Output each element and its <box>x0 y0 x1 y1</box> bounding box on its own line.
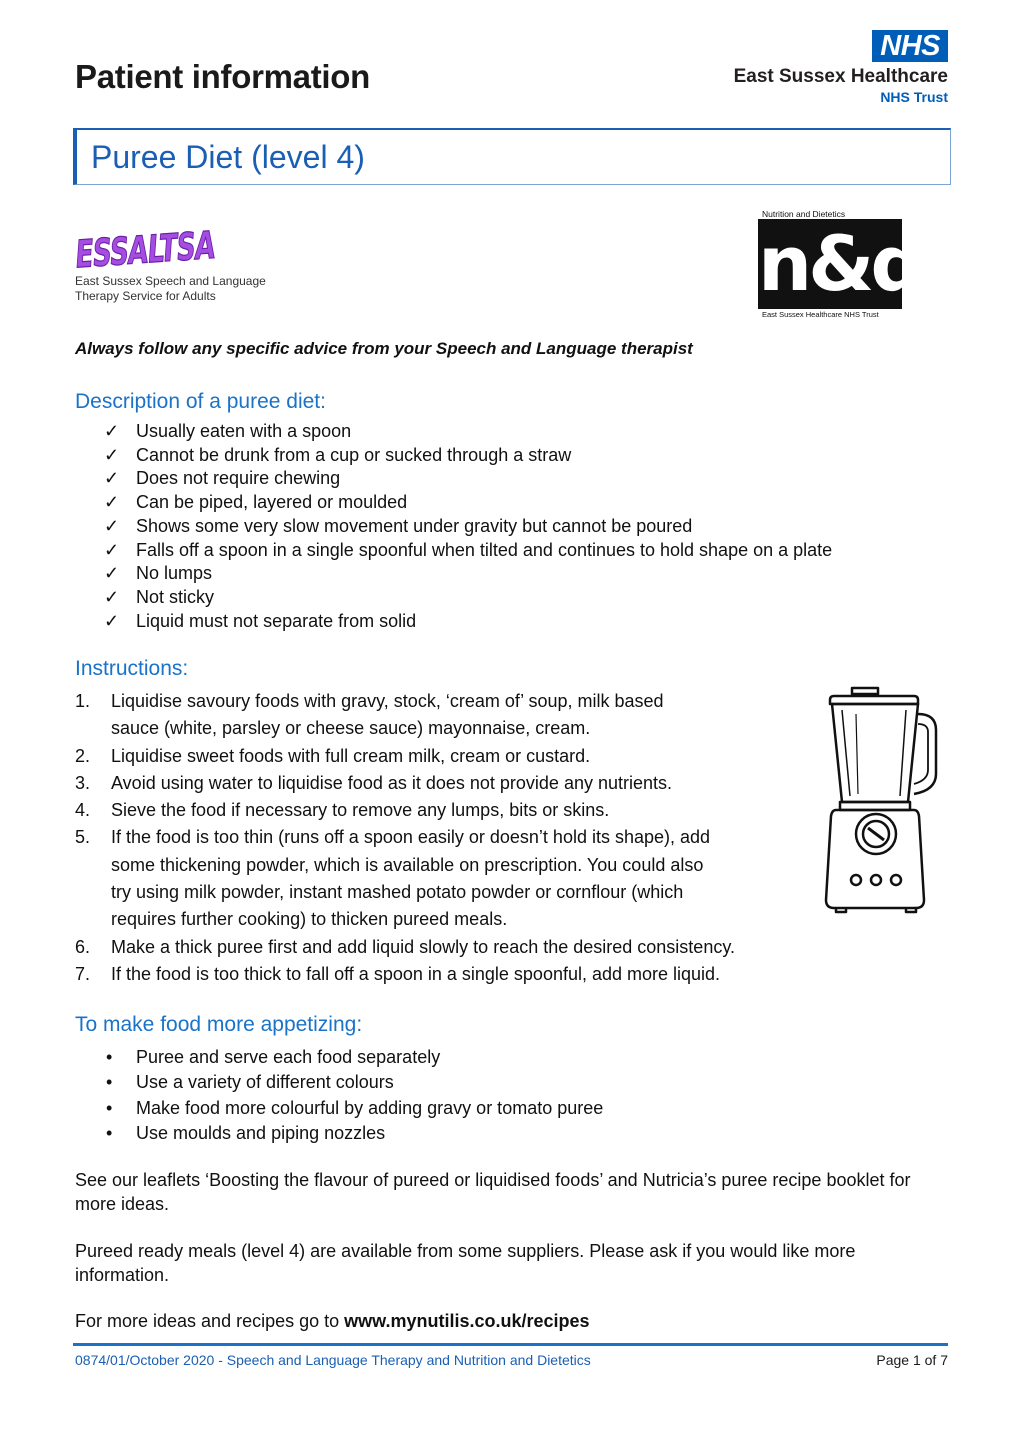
appetizing-list <box>104 1045 603 1146</box>
appetizing-list-item <box>104 1121 603 1146</box>
bullet-icon: • <box>106 1072 113 1093</box>
org-name: East Sussex Healthcare <box>733 66 948 87</box>
title-bar <box>73 128 951 185</box>
appetizing-item-text: Make food more colourful by adding gravy or tomato puree <box>136 1097 604 1118</box>
essaltsa-subtitle <box>75 274 266 304</box>
instruction-item <box>75 961 735 988</box>
essaltsa-subtitle-line: Therapy Service for Adults <box>75 289 216 303</box>
appetizing-item-text: Use a variety of different colours <box>136 1072 394 1093</box>
description-item-text: Can be piped, layered or moulded <box>136 492 408 513</box>
description-item-text: Falls off a spoon in a single spoonful when tilted and continues to hold shape on a plate <box>136 539 833 560</box>
description-list-item <box>104 586 832 610</box>
instruction-line: try using milk powder, instant mashed potato powder or cornflour (which <box>111 882 684 903</box>
instructions-heading: Instructions: <box>75 657 189 680</box>
essaltsa-subtitle-line: East Sussex Speech and Language <box>75 274 266 288</box>
instruction-line: If the food is too thin (runs off a spoon easily or doesn’t hold its shape), add <box>111 827 711 848</box>
instruction-line: some thickening powder, which is available on prescription. You could also <box>111 854 704 875</box>
bullet-icon: • <box>106 1097 113 1118</box>
instruction-line: Avoid using water to liquidise food as it does not provide any nutrients. <box>111 772 673 793</box>
advice-text: Always follow any specific advice from your Speech and Language therapist <box>75 339 693 358</box>
description-list-item <box>104 420 832 444</box>
more-ideas-prefix: For more ideas and recipes go to <box>75 1311 345 1331</box>
instruction-line: Make a thick puree first and add liquid slowly to reach the desired consistency. <box>111 936 735 957</box>
instruction-line: Sieve the food if necessary to remove any lumps, bits or skins. <box>111 800 610 821</box>
essaltsa-text: ESSALTSA <box>73 219 280 278</box>
instruction-line: requires further cooking) to thicken pureed meals. <box>111 909 508 930</box>
description-list <box>104 420 832 633</box>
instruction-number: 1. <box>75 691 91 711</box>
checkmark-icon: ✓ <box>104 563 120 584</box>
description-list-item <box>104 491 832 515</box>
essaltsa-wordmark <box>72 205 280 278</box>
blender-icon <box>822 684 940 916</box>
description-list-item <box>104 444 832 468</box>
checkmark-icon: ✓ <box>104 421 120 441</box>
nutrition-dietetics-logo <box>758 205 921 321</box>
nhs-logo: NHS <box>872 30 948 62</box>
footer-divider <box>73 1343 948 1346</box>
essaltsa-logo <box>72 205 280 278</box>
instruction-line: If the food is too thick to fall off a spoon in a single spoonful, add more liquid. <box>111 963 721 984</box>
ready-meals-paragraph: Pureed ready meals (level 4) are available from some suppliers. Please ask if you would like more information. <box>75 1241 856 1285</box>
instruction-number: 3. <box>75 772 91 793</box>
description-list-item <box>104 515 832 539</box>
instruction-number: 5. <box>75 827 91 848</box>
page-header-title: Patient information <box>75 58 370 95</box>
bullet-icon: • <box>106 1122 113 1143</box>
leaflets-paragraph: See our leaflets ‘Boosting the flavour of pureed or liquidised foods’ and Nutricia’s puree recipe booklet for more ideas. <box>75 1170 911 1214</box>
instruction-line: Liquidise sweet foods with full cream milk, cream or custard. <box>111 745 591 766</box>
appetizing-item-text: Puree and serve each food separately <box>136 1047 441 1067</box>
instructions-list <box>75 688 735 988</box>
instruction-item <box>75 797 735 824</box>
nd-logo-top-text: Nutrition and Dietetics <box>762 209 846 219</box>
appetizing-heading: To make food more appetizing: <box>75 1013 363 1036</box>
checkmark-icon: ✓ <box>104 539 120 560</box>
instruction-item <box>75 824 735 933</box>
instruction-line: Liquidise savoury foods with gravy, stock, ‘cream of’ soup, milk based <box>111 691 664 711</box>
description-item-text: Shows some very slow movement under gravity but cannot be poured <box>136 515 693 536</box>
description-list-item <box>104 610 832 634</box>
description-item-text: Cannot be drunk from a cup or sucked through a straw <box>136 444 572 465</box>
instruction-number: 4. <box>75 800 91 821</box>
description-item-text: No lumps <box>136 563 213 584</box>
recipes-link[interactable]: www.mynutilis.co.uk/recipes <box>344 1311 590 1331</box>
checkmark-icon: ✓ <box>104 444 120 465</box>
blender-illustration <box>822 684 940 921</box>
instruction-item <box>75 688 735 743</box>
appetizing-list-item <box>104 1045 603 1070</box>
instruction-number: 7. <box>75 963 91 984</box>
checkmark-icon: ✓ <box>104 468 120 489</box>
nd-logo-mark: n&d <box>758 219 921 308</box>
checkmark-icon: ✓ <box>104 610 120 631</box>
instruction-item <box>75 770 735 797</box>
description-list-item <box>104 467 832 491</box>
description-item-text: Liquid must not separate from solid <box>136 610 417 631</box>
more-ideas-paragraph <box>75 1309 945 1333</box>
description-item-text: Does not require chewing <box>136 468 341 489</box>
instruction-line: sauce (white, parsley or cheese sauce) mayonnaise, cream. <box>111 718 591 739</box>
appetizing-list-item <box>104 1096 603 1121</box>
nd-logo-bottom-text: East Sussex Healthcare NHS Trust <box>762 310 879 319</box>
appetizing-item-text: Use moulds and piping nozzles <box>136 1122 386 1143</box>
description-list-item <box>104 539 832 563</box>
instruction-number: 2. <box>75 745 91 766</box>
bullet-icon: • <box>106 1047 113 1067</box>
instruction-item <box>75 743 735 770</box>
footer-reference: 0874/01/October 2020 - Speech and Language Therapy and Nutrition and Dietetics <box>75 1352 591 1368</box>
org-trust: NHS Trust <box>880 89 948 105</box>
instruction-item <box>75 934 735 961</box>
appetizing-list-item <box>104 1070 603 1095</box>
description-item-text: Not sticky <box>136 586 215 607</box>
checkmark-icon: ✓ <box>104 586 120 607</box>
instruction-number: 6. <box>75 936 91 957</box>
page-title: Puree Diet (level 4) <box>91 139 365 175</box>
description-list-item <box>104 562 832 586</box>
checkmark-icon: ✓ <box>104 492 120 513</box>
description-heading: Description of a puree diet: <box>75 390 326 413</box>
footer-page-number: Page 1 of 7 <box>876 1352 948 1368</box>
description-item-text: Usually eaten with a spoon <box>136 421 352 441</box>
checkmark-icon: ✓ <box>104 515 120 536</box>
